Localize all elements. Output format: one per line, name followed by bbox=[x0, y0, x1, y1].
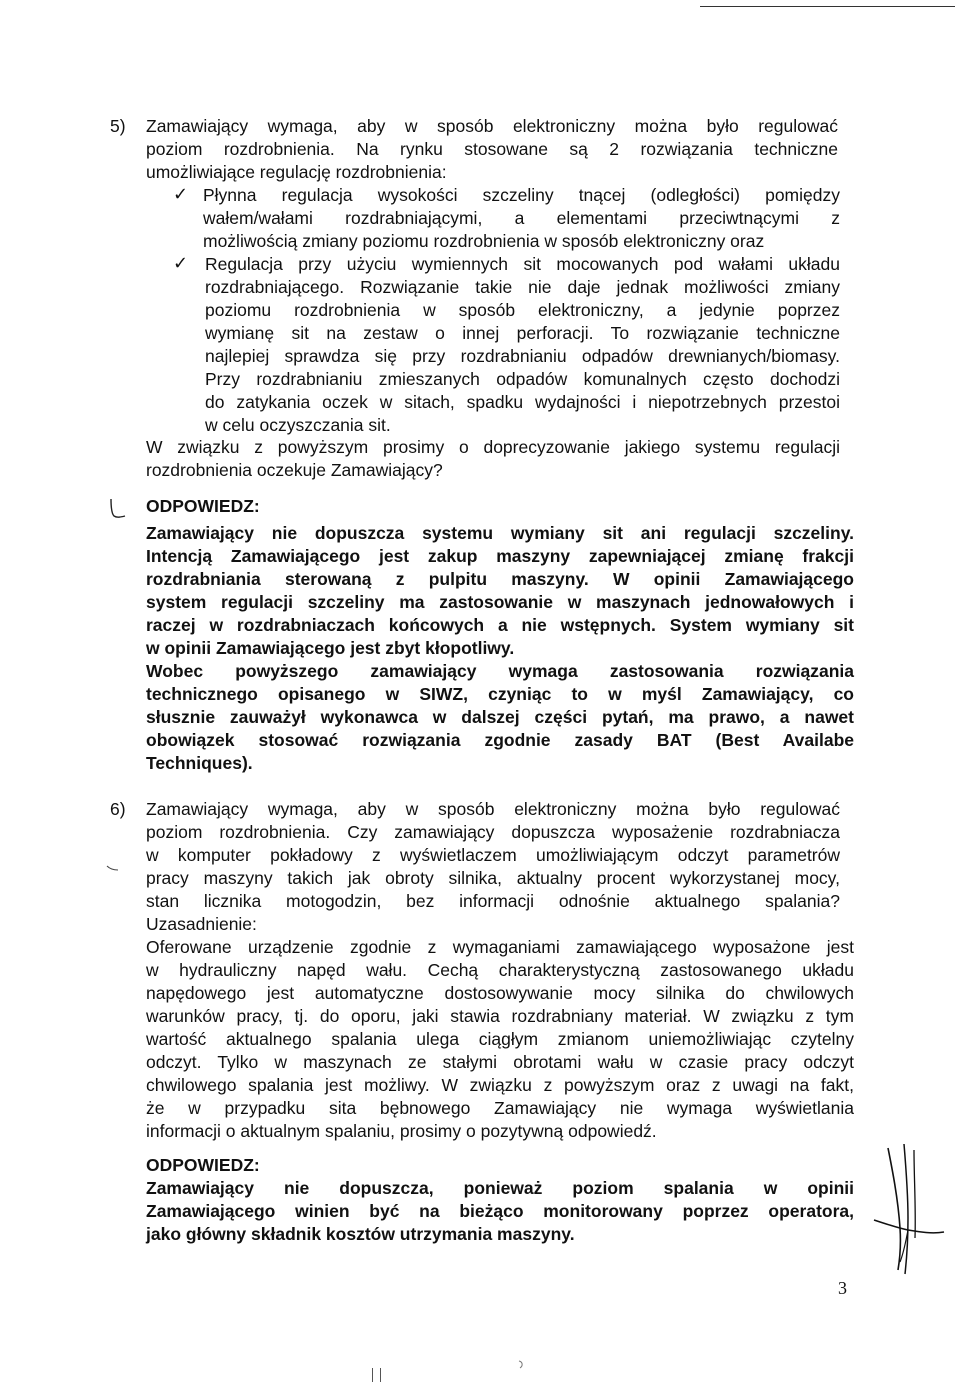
item5-answer-line: rozdrabniania sterowaną z pulpitu maszyny. W opinii Zamawiającego bbox=[146, 569, 854, 589]
item6-answer-heading: ODPOWIEDZ: bbox=[146, 1155, 260, 1175]
item5-intro-line: umożliwiające regulację rozdrobnienia: bbox=[146, 162, 447, 182]
item6-justification-line: odczyt. Tylko w maszynach ze stałymi obrotami wału w czasie pracy odczyt bbox=[146, 1052, 854, 1072]
item6-question-line: Zamawiający wymaga, aby w sposób elektroniczny można było regulować bbox=[146, 799, 840, 819]
item6-justification-line: że w przypadku sita bębnowego Zamawiający nie wymaga wyświetlania bbox=[146, 1098, 854, 1118]
item6-justification-line: informacji o aktualnym spalaniu, prosimy o pozytywną odpowiedź. bbox=[146, 1121, 657, 1141]
item6-answer-line: jako główny składnik kosztów utrzymania maszyny. bbox=[146, 1224, 575, 1244]
item5-number: 5) bbox=[110, 116, 126, 136]
item5-answer-line: w opinii Zamawiającego jest zbyt kłopotliwy. bbox=[146, 638, 515, 658]
margin-mark bbox=[106, 864, 120, 878]
scan-artifact bbox=[380, 1368, 381, 1382]
item6-question-line: poziom rozdrobnienia. Czy zamawiający dopuszcza wyposażenie rozdrabniacza bbox=[146, 822, 840, 842]
scan-artifact bbox=[517, 1360, 525, 1370]
margin-mark bbox=[108, 497, 128, 521]
item5-bullet1-line: Płynna regulacja wysokości szczeliny tnącej (odległości) pomiędzy bbox=[203, 185, 840, 205]
item6-question-line: w komputer pokładowy z wyświetlaczem umożliwiającym odczyt parametrów bbox=[146, 845, 840, 865]
item6-justification-line: chwilowego spalania jest możliwy. W związku z powyższym oraz z uwagi na fakt, bbox=[146, 1075, 854, 1095]
item5-answer-line: Techniques). bbox=[146, 753, 253, 773]
item6-justification-line: Oferowane urządzenie zgodnie z wymaganiami zamawiającego wyposażone jest bbox=[146, 937, 854, 957]
item6-number: 6) bbox=[110, 799, 126, 819]
item6-question-line: stan licznika motogodzin, bez informacji odnośnie aktualnego spalania? bbox=[146, 891, 840, 911]
item5-answer-line: system regulacji szczeliny ma zastosowanie w maszynach jednowałowych i bbox=[146, 592, 854, 612]
item5-bullet1-line: wałem/wałami rozdrabniającymi, a elementami przeciwtnącymi z bbox=[203, 208, 840, 228]
item6-justification-line: wartość aktualnego spalania ulega ciągłym zmianom uniemożliwiając czytelny bbox=[146, 1029, 854, 1049]
item5-answer-line: raczej w rozdrabniaczach końcowych a nie wstępnych. System wymiany sit bbox=[146, 615, 854, 635]
item5-bullet2-line: Regulacja przy użyciu wymiennych sit mocowanych pod wałami układu bbox=[205, 254, 840, 274]
item5-bullet1-line: możliwością zmiany poziomu rozdrobnienia w sposób elektroniczny oraz bbox=[203, 231, 765, 251]
scan-top-line bbox=[700, 6, 955, 7]
item5-intro-line: Zamawiający wymaga, aby w sposób elektroniczny można było regulować bbox=[146, 116, 838, 136]
item5-bullet2-line: Przy rozdrabnianiu zmieszanych odpadów komunalnych często dochodzi bbox=[205, 369, 840, 389]
item6-justification-line: napędowego jest automatyczne dostosowywanie mocy silnika do chwilowych bbox=[146, 983, 854, 1003]
item5-answer-line: Wobec powyższego zamawiający wymaga zastosowania rozwiązania bbox=[146, 661, 854, 681]
item5-answer-line: słusznie zauważył wykonawca w dalszej części pytań, ma prawo, a nawet bbox=[146, 707, 854, 727]
item5-bullet2-line: rozdrabniającego. Rozwiązanie takie nie daje jednak możliwości zmiany bbox=[205, 277, 840, 297]
item5-answer-heading: ODPOWIEDZ: bbox=[146, 496, 260, 516]
signature bbox=[870, 1138, 950, 1278]
item5-bullet2-line: poziomu rozdrobnienia w sposób elektroniczny, a jedynie poprzez bbox=[205, 300, 840, 320]
item5-question-line: rozdrobnienia oczekuje Zamawiający? bbox=[146, 460, 443, 480]
item5-answer-line: Zamawiający nie dopuszcza systemu wymiany sit ani regulacji szczeliny. bbox=[146, 523, 854, 543]
item5-bullet2-line: najlepiej sprawdza się przy rozdrabnianiu odpadów drewnianych/biomasy. bbox=[205, 346, 840, 366]
checkmark-icon: ✓ bbox=[173, 184, 189, 204]
item5-bullet2-line: w celu oczyszczania sit. bbox=[205, 415, 391, 435]
item5-question-line: W związku z powyższym prosimy o doprecyzowanie jakiego systemu regulacji bbox=[146, 437, 840, 457]
item6-answer-line: Zamawiający nie dopuszcza, ponieważ poziom spalania w opinii bbox=[146, 1178, 854, 1198]
item6-question-line: pracy maszyny takich jak obroty silnika, aktualny procent wykorzystanej mocy, bbox=[146, 868, 840, 888]
item5-bullet2-line: do zatykania oczek w sitach, spadku wydajności i niepotrzebnych przestoi bbox=[205, 392, 840, 412]
item5-answer-line: obowiązek stosować rozwiązania zgodnie zasady BAT (Best Availabe bbox=[146, 730, 854, 750]
item5-bullet2-line: wymianę sit na zestaw o innej perforacji. To rozwiązanie techniczne bbox=[205, 323, 840, 343]
checkmark-icon: ✓ bbox=[173, 253, 189, 273]
item5-answer-line: Intencją Zamawiającego jest zakup maszyny zapewniającej zmianę frakcji bbox=[146, 546, 854, 566]
item5-answer-line: technicznego opisanego w SIWZ, czyniąc to w myśl Zamawiający, co bbox=[146, 684, 854, 704]
item6-answer-line: Zamawiającego winien być na bieżąco monitorowany poprzez operatora, bbox=[146, 1201, 854, 1221]
item5-intro-line: poziom rozdrobnienia. Na rynku stosowane są 2 rozwiązania techniczne bbox=[146, 139, 838, 159]
item6-justification-label: Uzasadnienie: bbox=[146, 914, 257, 934]
item6-justification-line: w hydrauliczny napęd wału. Cechą charakterystyczną zastosowanego układu bbox=[146, 960, 854, 980]
item6-justification-line: warunków pracy, tj. do oporu, jaki stawia rozdrabniany materiał. W związku z tym bbox=[146, 1006, 854, 1026]
page-number: 3 bbox=[838, 1278, 847, 1298]
scan-artifact bbox=[372, 1368, 373, 1382]
